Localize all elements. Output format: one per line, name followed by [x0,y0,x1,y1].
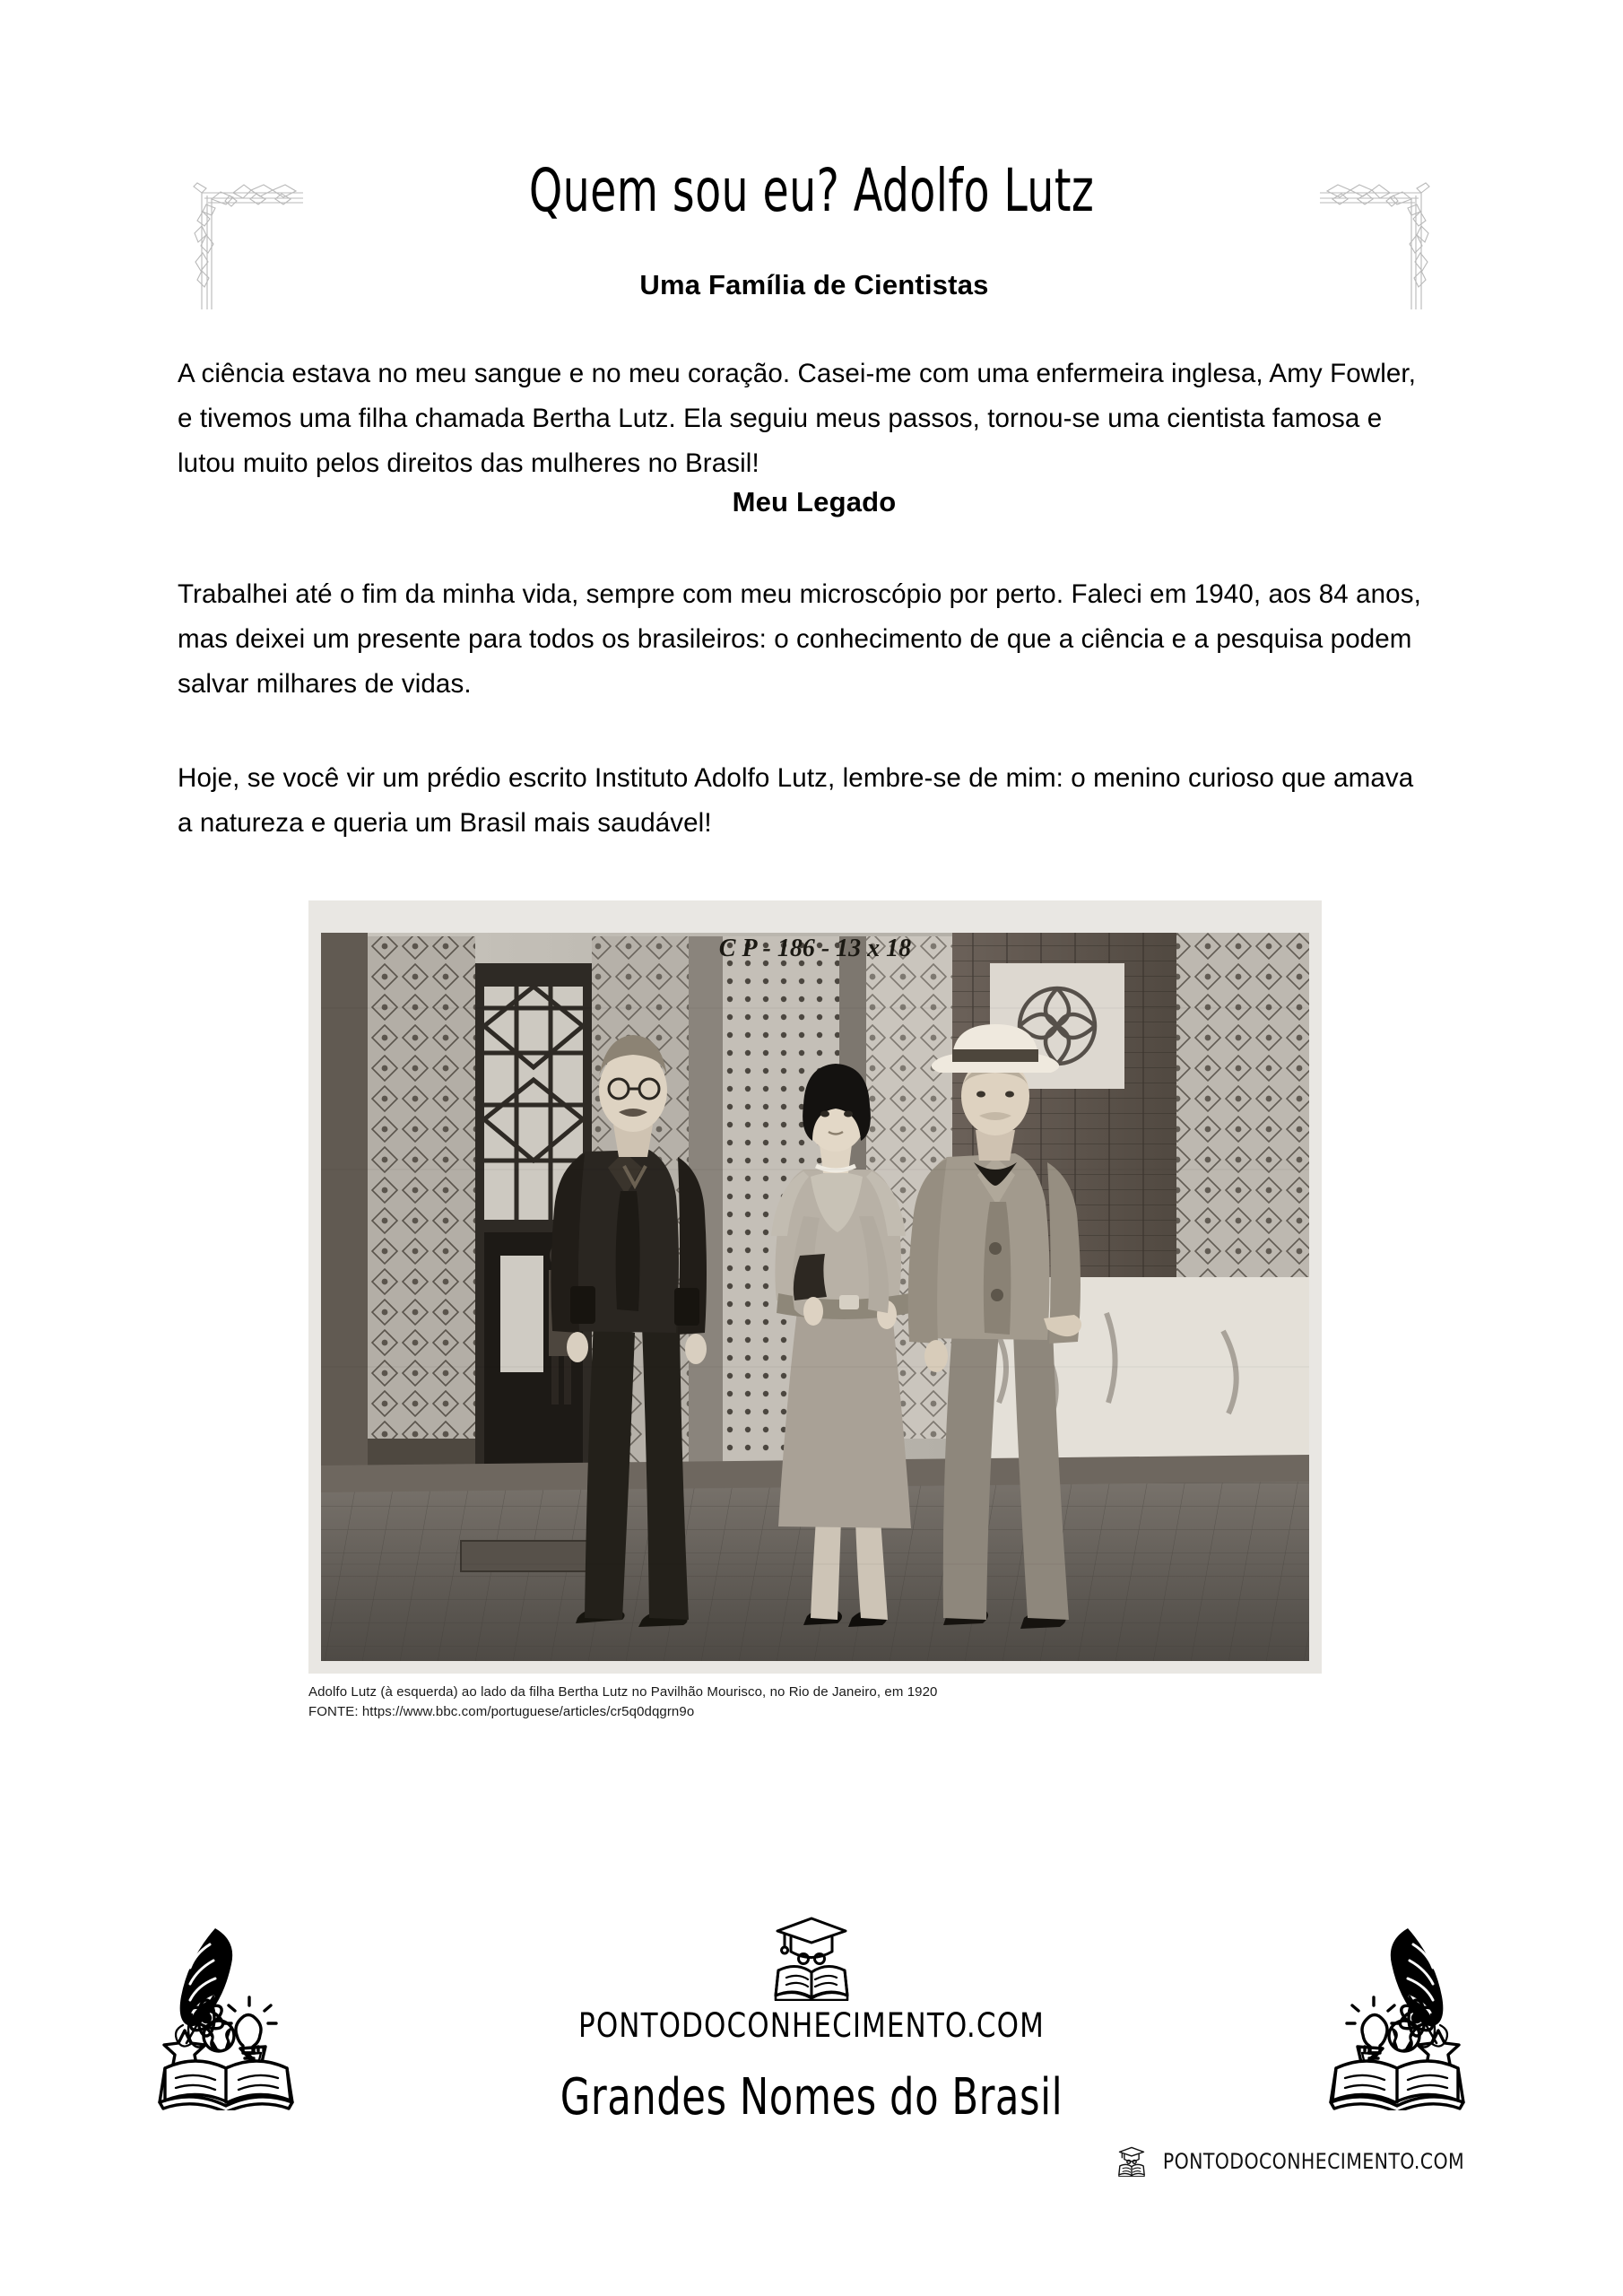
photo-caption-block [308,1683,1322,1722]
photo-archival-marking: C P - 186 - 13 x 18 [718,935,912,962]
page-title: Quem sou eu? Adolfo Lutz [528,156,1095,225]
graduation-book-logo-icon [773,1915,850,2001]
document-body [178,269,1451,846]
photo-caption-text: Adolfo Lutz (à esquerda) ao lado da filha Bertha Lutz no Pavilhão Mourisco, no Rio de Janeiro, em 1920 [308,1684,938,1700]
watermark-text: PONTODOCONHECIMENTO.COM [1162,2149,1465,2174]
photo-figure [308,900,1322,1722]
photo-source-text: FONTE: https://www.bbc.com/portuguese/articles/cr5q0dqgrn9o [308,1703,695,1719]
section-heading-familia: Uma Família de Cientistas [639,269,989,300]
brand-tagline-text: Grandes Nomes do Brasil [560,2068,1063,2126]
photo-illustration [308,900,1322,1674]
historic-photograph [308,900,1322,1674]
paragraph-legado-2: Hoje, se você vir um prédio escrito Instituto Adolfo Lutz, lembre-se de mim: o menino curioso que amava a natureza e queria um Brasil mais saudável! [178,762,1414,838]
footer-watermark [1116,2146,1472,2177]
brand-domain-text: PONTODOCONHECIMENTO.COM [578,2006,1045,2045]
paragraph-legado-1: Trabalhei até o fim da minha vida, sempre com meu microscópio por perto. Faleci em 1940, aos 84 anos, mas deixei um presente para todos os brasileiros: o conhecimento de que a ciência e a pesquisa podem salvar milhares de vidas. [178,579,1421,700]
watermark-graduation-book-icon [1116,2146,1147,2177]
footer-brand [0,1915,1623,2126]
section-heading-legado: Meu Legado [732,486,897,518]
paragraph-familia: A ciência estava no meu sangue e no meu coração. Casei-me com uma enfermeira inglesa, Amy Fowler, e tivemos uma filha chamada Bertha Lutz. Ela seguiu meus passos, tornou-se uma cientista famosa e lutou muito pelos direitos das mulheres no Brasil! [178,359,1417,479]
